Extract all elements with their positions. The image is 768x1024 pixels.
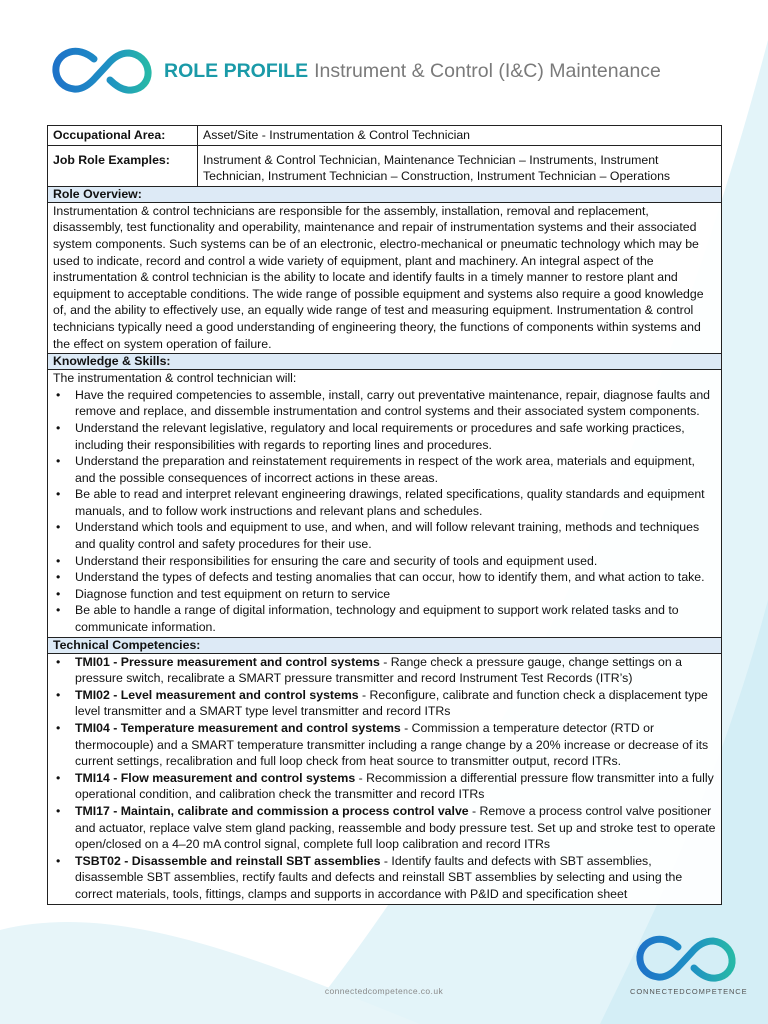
competency-text: - Commission a temperature detector (RTD or thermocouple) and a SMART temperature transmitter including a range change by a 20% increase or decrease of its current settings, recalibration and full loop check from heat source to transmitter output, record ITRs. bbox=[75, 721, 709, 769]
list-item: • Understand the relevant legislative, regulatory and local requirements or procedures and safe working practices, including their responsibilities with regards to reporting lines and procedures. bbox=[75, 420, 716, 453]
competency-code: TMI14 - Flow measurement and control systems bbox=[75, 770, 356, 785]
competency-code: TMI04 - Temperature measurement and control systems bbox=[75, 721, 401, 735]
knowledge-list bbox=[53, 387, 716, 636]
competency-item bbox=[75, 770, 716, 803]
brand-part-2: COMPETENCE bbox=[685, 987, 748, 996]
technical-competencies-heading: Technical Competencies: bbox=[48, 638, 721, 654]
knowledge-intro: The instrumentation & control technician will: bbox=[53, 371, 297, 386]
list-item: • Understand the preparation and reinstatement requirements in respect of the work area, materials and equipment, and the possible consequences of incorrect actions in these areas. bbox=[75, 453, 716, 486]
competency-text: - Reconfigure, calibrate and function check a displacement type level transmitter and a SMART type level transmitter and record ITRs bbox=[75, 687, 708, 719]
page-header bbox=[50, 46, 661, 96]
job-role-examples-value: Instrument & Control Technician, Maintenance Technician – Instruments, Instrument Technician, Instrument Technician – Construction, Instrument Technician – Operations bbox=[198, 146, 721, 186]
list-item: • Have the required competencies to assemble, install, carry out preventative maintenance, repair, diagnose faults and remove and replace, and dissemble instrumentation and control systems and their associated system components. bbox=[75, 387, 716, 420]
knowledge-skills-body bbox=[48, 370, 721, 638]
competency-item bbox=[75, 853, 716, 903]
list-item: • Diagnose function and test equipment on return to service bbox=[75, 586, 716, 603]
competency-code: TSBT02 - Disassemble and reinstall SBT assemblies bbox=[75, 853, 381, 868]
list-item: • Understand the types of defects and testing anomalies that can occur, how to identify them, and what action to take. bbox=[75, 569, 716, 586]
job-role-examples-label: Job Role Examples: bbox=[48, 146, 198, 186]
infinity-logo-icon bbox=[630, 932, 742, 986]
occupational-area-label: Occupational Area: bbox=[48, 126, 198, 145]
competency-text: - Identify faults and defects with SBT assemblies, disassemble SBT assemblies, rectify faults and defects and reinstall SBT assemblies by selecting and using the correct materials, tools, fittings, clamps and supports in accordance with P&ID and specification sheet bbox=[75, 853, 683, 901]
footer-url: connectedcompetence.co.uk bbox=[324, 986, 444, 996]
competency-text: - Range check a pressure gauge, change settings on a pressure switch, recalibrate a SMART pressure transmitter and record Instrument Test Records (ITR’s) bbox=[75, 654, 682, 686]
job-role-examples-row bbox=[48, 146, 721, 187]
list-item: • Understand their responsibilities for ensuring the care and security of tools and equipment used. bbox=[75, 553, 716, 570]
competency-item bbox=[75, 720, 716, 770]
role-overview-heading: Role Overview: bbox=[48, 187, 721, 203]
competency-code: TMI02 - Level measurement and control systems bbox=[75, 687, 359, 702]
technical-competencies-body bbox=[48, 654, 721, 904]
competency-code: TMI17 - Maintain, calibrate and commission a process control valve bbox=[75, 803, 469, 818]
page-title bbox=[164, 60, 661, 83]
competency-text: - Remove a process control valve positioner and actuator, replace valve stem gland packing, reassemble and body pressure test. Set up and stroke test to operate open/closed on a 4–20 mA control signal, complete full loop calibration and record ITRs bbox=[75, 803, 716, 852]
brand-part-1: CONNECTED bbox=[630, 987, 686, 996]
competency-item bbox=[75, 654, 716, 687]
competency-item bbox=[75, 687, 716, 720]
role-profile-table bbox=[47, 125, 722, 905]
title-strong: ROLE PROFILE bbox=[164, 59, 309, 82]
knowledge-skills-heading: Knowledge & Skills: bbox=[48, 354, 721, 370]
list-item: • Understand which tools and equipment to use, and when, and will follow relevant training, methods and techniques and quality control and safety procedures for their use. bbox=[75, 519, 716, 552]
list-item: • Be able to read and interpret relevant engineering drawings, related specifications, quality standards and equipment manuals, and to follow work instructions and relevant plans and schedules. bbox=[75, 486, 716, 519]
competency-item bbox=[75, 803, 716, 853]
occupational-area-value: Asset/Site - Instrumentation & Control Technician bbox=[198, 126, 721, 145]
title-light: Instrument & Control (I&C) Maintenance bbox=[314, 59, 661, 82]
list-item: • Be able to handle a range of digital information, technology and equipment to support work related tasks and to communicate information. bbox=[75, 602, 716, 635]
competency-list bbox=[53, 654, 716, 903]
infinity-logo-icon bbox=[50, 44, 154, 98]
occupational-area-row bbox=[48, 126, 721, 146]
competency-text: - Recommission a differential pressure flow transmitter into a fully operational condition, and calibration check the transmitter and record ITRs bbox=[75, 770, 714, 802]
competency-code: TMI01 - Pressure measurement and control systems bbox=[75, 654, 380, 669]
role-overview-text: Instrumentation & control technicians are responsible for the assembly, installation, removal and replacement, disassembly, test functionality and operability, maintenance and repair of instrumentation systems and their associated system components. Such systems can be of an electronic, electro-mechanical or pneumatic technology which may be used to indicate, record and control a wide variety of equipment, plant and machinery. An integral aspect of the instrumentation & control technician is the ability to locate and identify faults in a timely manner to restore plant and equipment to acceptable conditions. The wide range of possible equipment and systems also require a good knowledge of, and the ability to effectively use, an equally wide range of test and measuring equipment. Instrumentation & control technicians typically need a good understanding of engineering theory, the functions of components within systems and the effect on system operation of failure. bbox=[48, 203, 721, 354]
